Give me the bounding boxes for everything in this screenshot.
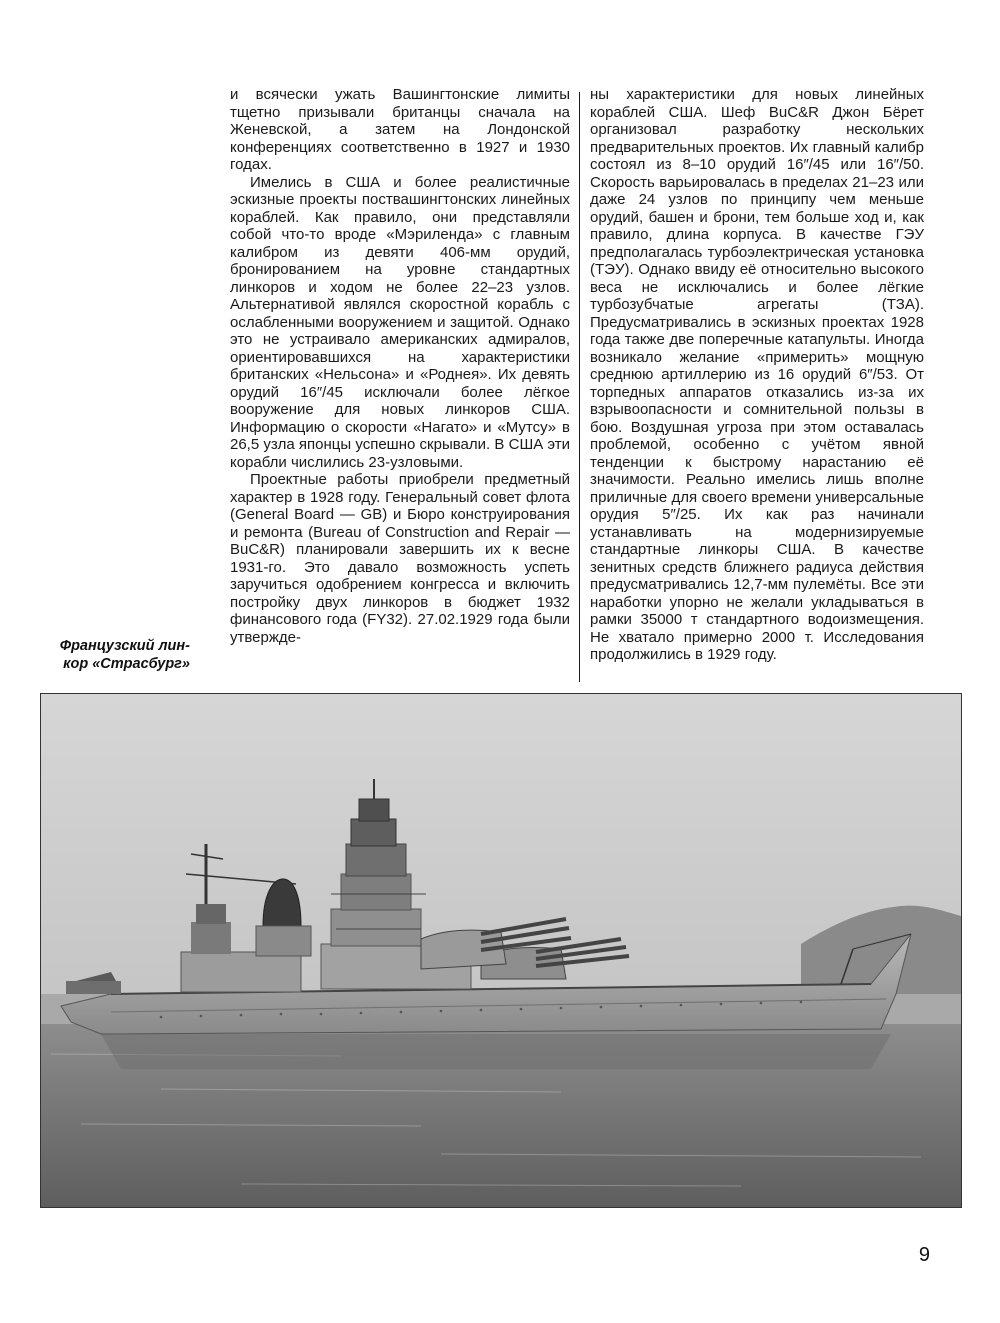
text-column-right [590,86,924,664]
paragraph: и всячески ужать Вашингтонские лимиты тщетно призывали британцы сначала на Женевской, а затем на Лондонской конференциях соответственно в 1927 и 1930 годах. [230,86,570,173]
battleship-photo [40,693,962,1208]
photo-caption [20,637,190,673]
page-number: 9 [918,1244,930,1266]
caption-line-2: кор «Страсбург» [63,656,190,672]
text-column-left [230,86,570,646]
column-divider [579,92,580,682]
battleship-illustration [41,694,961,1207]
paragraph: ны характеристики для новых линейных кораблей США. Шеф BuC&R Джон Бёрет организовал разработку нескольких предварительных проектов. Их главный калибр состоял из 8–10 орудий 16″/45 или 16″/50. Скорость варьировалась в пределах 21–23 или даже 24 узлов по принципу чем меньше орудий, башен и брони, тем больше ход и, как правило, длина корпуса. В качестве ГЭУ предполагалась турбоэлектрическая установка (ТЭУ). Однако ввиду её относительно высокого веса не исключались и более лёгкие турбозубчатые агрегаты (ТЗА). Предусматривались в эскизных проектах 1928 года также две поперечные катапульты. Иногда возникало желание «примерить» мощную среднюю артиллерию из 16 орудий 6″/53. От торпедных аппаратов отказались из-за их взрывоопасности и сомнительной пользы в бою. Воздушная угроза при этом оставалась проблемой, особенно с учётом явной тенденции к быстрому нарастанию её значимости. Реально имелись лишь вполне приличные для своего времени универсальные орудия 5″/25. Их как раз начинали устанавливать на модернизируемые стандартные линкоры США. В качестве зенитных средств ближнего радиуса действия предусматривались 12,7-мм пулемёты. Все эти наработки упорно не желали укладываться в рамки 35000 т стандартного водоизмещения. Не хватало примерно 2000 т. Исследования продолжились в 1929 году. [590,86,924,663]
paragraph: Проектные работы приобрели предметный характер в 1928 году. Генеральный совет флота (General Board — GB) и Бюро конструирования и ремонта (Bureau of Construction and Repair — BuC&R) планировали завершить их к весне 1931-го. Это давало возможность успеть заручиться одобрением конгресса и включить постройку двух линкоров в бюджет 1932 финансового года (FY32). 27.02.1929 года были утвержде- [230,471,570,646]
paragraph: Имелись в США и более реалистичные эскизные проекты поствашингтонских линейных кораблей. Как правило, они представляли собой что-то вроде «Мэриленда» с главным калибром из девяти 406-мм орудий, бронированием на уровне стандартных линкоров и ходом не более 22–23 узлов. Альтернативой являлся скоростной корабль с ослабленными вооружением и защитой. Однако это не устраивало американских адмиралов, ориентировавшихся на характеристики британских «Нельсона» и «Роднея». Их девять орудий 16″/45 исключали более лёгкое вооружение для новых линкоров США. Информацию о скорости «Нагато» и «Мутсу» в 26,5 узла японцы успешно скрывали. В США эти корабли числились 23-узловыми. [230,173,570,471]
caption-line-1: Французский лин- [59,638,190,654]
